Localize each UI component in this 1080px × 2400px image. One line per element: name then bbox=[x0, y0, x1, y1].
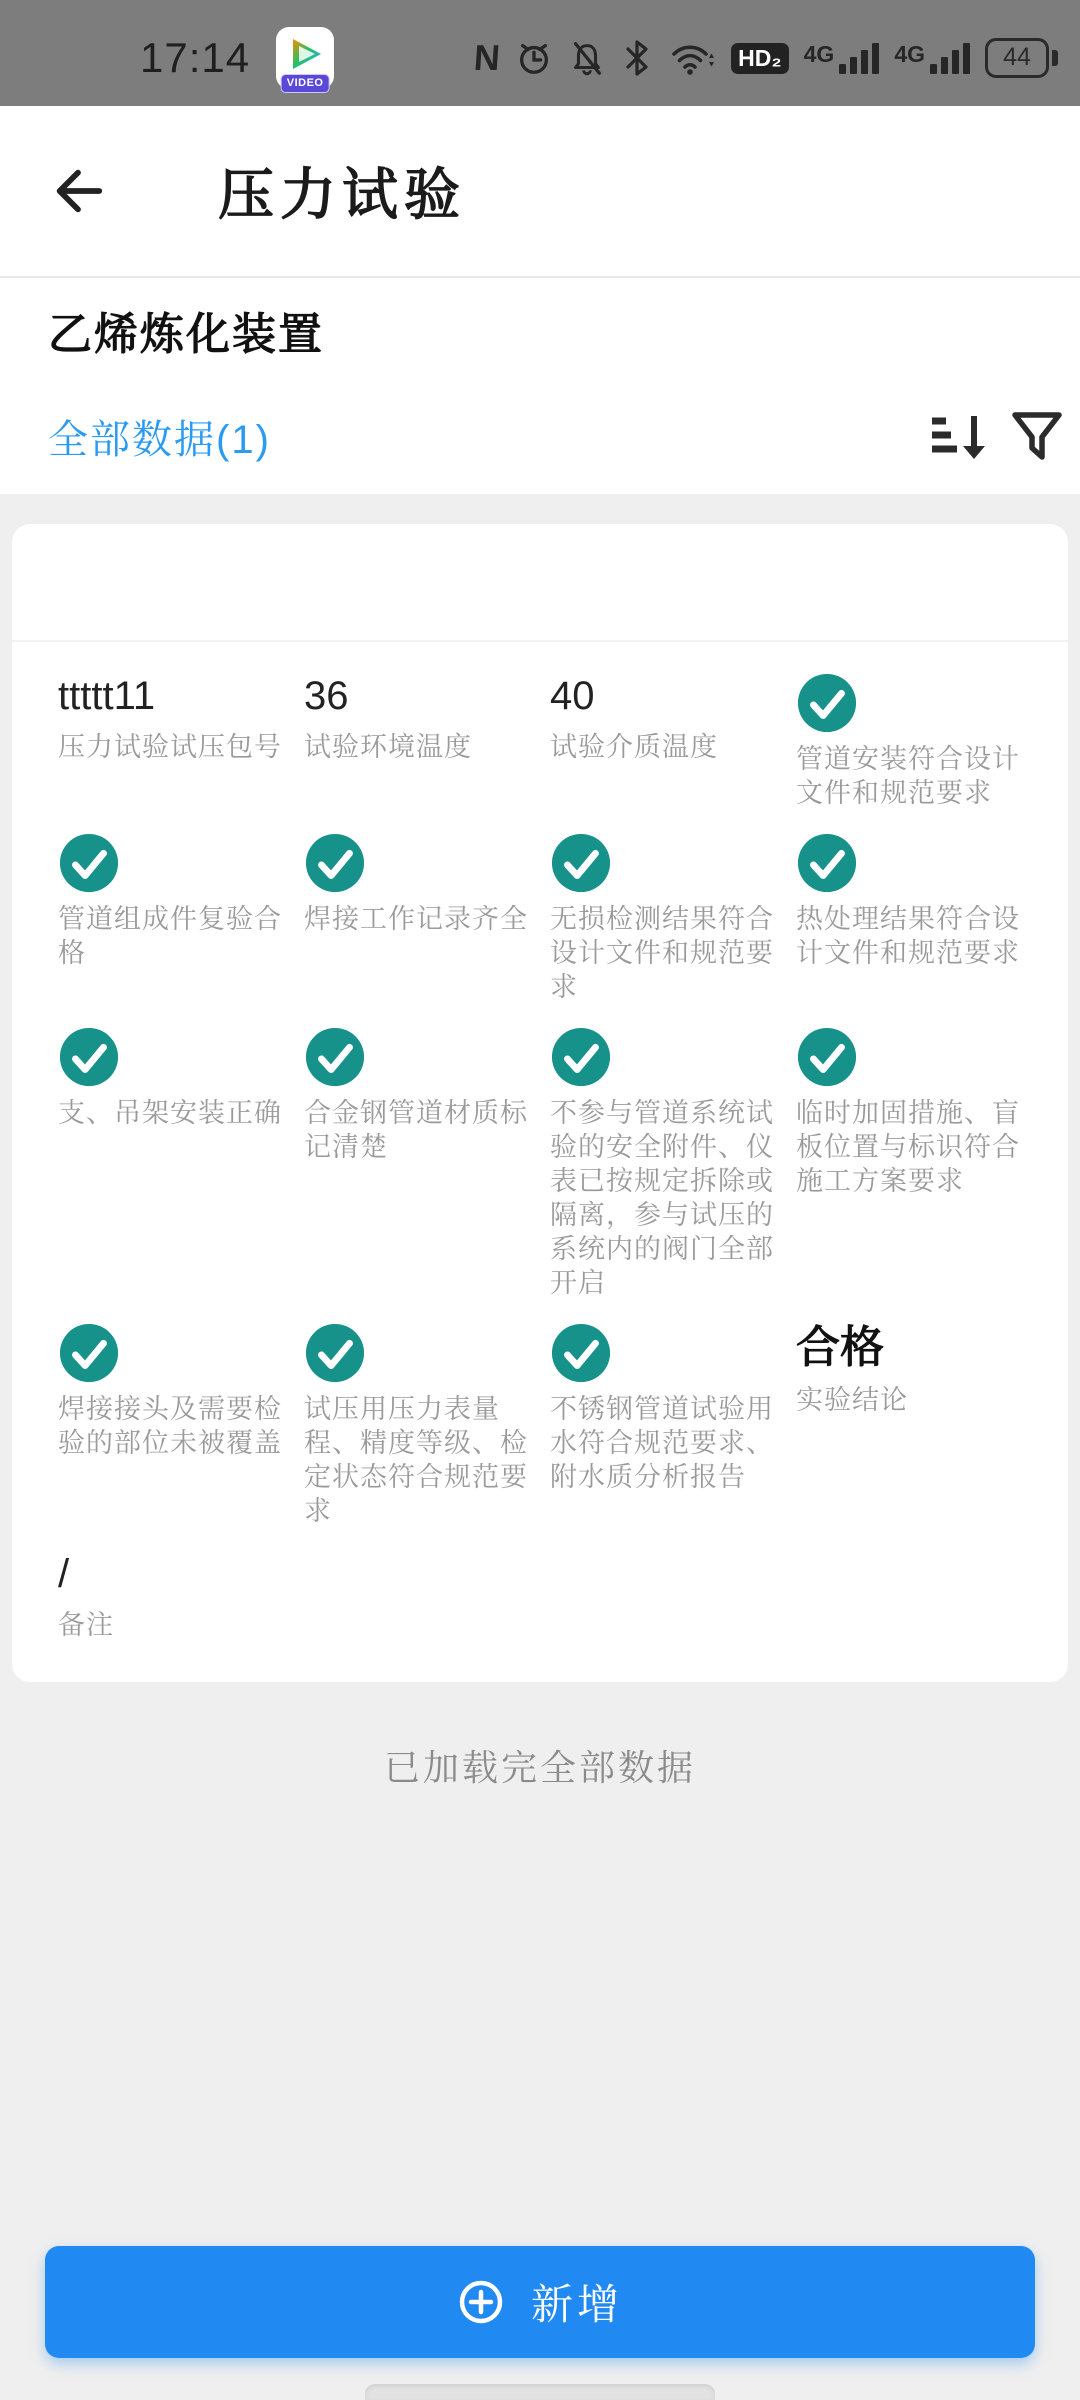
card-header-space bbox=[12, 524, 1068, 642]
field-cell bbox=[304, 832, 538, 1004]
play-icon bbox=[285, 34, 325, 74]
field-cell bbox=[304, 1322, 538, 1528]
filter-icons bbox=[924, 406, 1066, 466]
field-cell bbox=[796, 832, 1030, 1004]
filter-funnel-icon bbox=[1008, 406, 1066, 466]
alarm-icon bbox=[515, 38, 553, 78]
clock: 17:14 bbox=[140, 34, 251, 81]
plus-circle-icon bbox=[457, 2278, 505, 2326]
signal-sim2: 4G bbox=[894, 43, 970, 74]
field-value: 合格 bbox=[796, 1323, 884, 1372]
field-label: 不锈钢管道试验用水符合规范要求、附水质分析报告 bbox=[550, 1394, 774, 1492]
check-icon bbox=[550, 1026, 612, 1088]
field-label: 支、吊架安装正确 bbox=[58, 1098, 282, 1128]
field-label: 管道安装符合设计文件和规范要求 bbox=[796, 744, 1020, 808]
field-label: 备注 bbox=[58, 1610, 114, 1640]
battery-icon bbox=[985, 38, 1058, 78]
field-label: 试验环境温度 bbox=[304, 732, 472, 762]
check-icon bbox=[304, 1026, 366, 1088]
field-cell bbox=[550, 1322, 784, 1528]
signal-bars-icon bbox=[930, 43, 970, 74]
signal-sim1: 4G bbox=[804, 43, 880, 74]
filter-button[interactable] bbox=[1008, 406, 1066, 466]
field-value: 40 bbox=[550, 674, 595, 718]
page-title: 压力试验 bbox=[218, 163, 466, 226]
field-cell bbox=[304, 672, 538, 810]
check-icon bbox=[550, 1322, 612, 1384]
check-icon bbox=[304, 832, 366, 894]
field-label: 不参与管道系统试验的安全附件、仪表已按规定拆除或隔离，参与试压的系统内的阀门全部开启 bbox=[550, 1098, 774, 1298]
check-icon bbox=[796, 672, 858, 734]
filter-row bbox=[48, 406, 1066, 466]
field-cell bbox=[550, 832, 784, 1004]
field-cell bbox=[58, 1550, 292, 1642]
field-label: 临时加固措施、盲板位置与标识符合施工方案要求 bbox=[796, 1098, 1020, 1196]
status-bar-right bbox=[474, 38, 1058, 78]
check-icon bbox=[796, 1026, 858, 1088]
bluetooth-icon bbox=[621, 38, 653, 78]
field-label: 无损检测结果符合设计文件和规范要求 bbox=[550, 904, 774, 1002]
field-label: 合金钢管道材质标记清楚 bbox=[304, 1098, 528, 1162]
field-cell bbox=[58, 832, 292, 1004]
add-button[interactable] bbox=[45, 2246, 1035, 2358]
field-label: 热处理结果符合设计文件和规范要求 bbox=[796, 904, 1020, 968]
nfc-icon: N bbox=[472, 37, 502, 78]
video-app-badge: VIDEO bbox=[281, 74, 330, 93]
field-cell bbox=[304, 1026, 538, 1300]
home-indicator[interactable] bbox=[365, 2384, 715, 2400]
field-value: ttttt11 bbox=[58, 674, 156, 718]
add-button-label: 新增 bbox=[530, 2281, 623, 2328]
all-loaded-text: 已加载完全部数据 bbox=[383, 1747, 696, 1788]
status-bar bbox=[0, 0, 1080, 106]
check-icon bbox=[550, 832, 612, 894]
bell-muted-icon bbox=[568, 38, 606, 78]
check-icon bbox=[58, 1026, 120, 1088]
record-card[interactable] bbox=[12, 524, 1068, 1682]
field-label: 试验介质温度 bbox=[550, 732, 718, 762]
status-bar-left bbox=[140, 27, 334, 89]
field-label: 焊接工作记录齐全 bbox=[304, 904, 528, 934]
field-value: / bbox=[58, 1552, 70, 1596]
battery-level: 44 bbox=[985, 38, 1049, 78]
back-button[interactable] bbox=[48, 161, 108, 221]
signal-bars-icon bbox=[839, 43, 879, 74]
check-icon bbox=[58, 1322, 120, 1384]
app-header bbox=[0, 106, 1080, 278]
check-icon bbox=[304, 1322, 366, 1384]
check-icon bbox=[796, 832, 858, 894]
filter-section bbox=[0, 278, 1080, 494]
field-label: 压力试验试压包号 bbox=[58, 732, 282, 762]
back-arrow-icon bbox=[49, 162, 107, 220]
field-label: 实验结论 bbox=[796, 1384, 908, 1415]
check-icon bbox=[58, 832, 120, 894]
field-cell bbox=[58, 1026, 292, 1300]
field-label: 焊接接头及需要检验的部位未被覆盖 bbox=[58, 1394, 282, 1458]
field-cell bbox=[58, 672, 292, 810]
field-value: 36 bbox=[304, 674, 349, 718]
record-list bbox=[0, 494, 1080, 2400]
sort-button[interactable] bbox=[924, 406, 990, 466]
field-cell bbox=[550, 672, 784, 810]
field-cell bbox=[796, 672, 1030, 810]
field-grid bbox=[12, 642, 1068, 1682]
field-cell bbox=[796, 1322, 1030, 1528]
hd-voice-badge: HD₂ bbox=[731, 43, 788, 74]
field-cell bbox=[58, 1322, 292, 1528]
field-label: 管道组成件复验合格 bbox=[58, 904, 282, 968]
video-app-icon bbox=[276, 27, 334, 89]
field-cell bbox=[550, 1026, 784, 1300]
field-cell bbox=[796, 1026, 1030, 1300]
sort-icon bbox=[924, 406, 990, 466]
device-name: 乙烯炼化装置 bbox=[48, 310, 324, 359]
all-data-tab[interactable]: 全部数据(1) bbox=[48, 417, 271, 462]
field-label: 试压用压力表量程、精度等级、检定状态符合规范要求 bbox=[304, 1394, 528, 1526]
wifi-icon bbox=[668, 38, 716, 78]
